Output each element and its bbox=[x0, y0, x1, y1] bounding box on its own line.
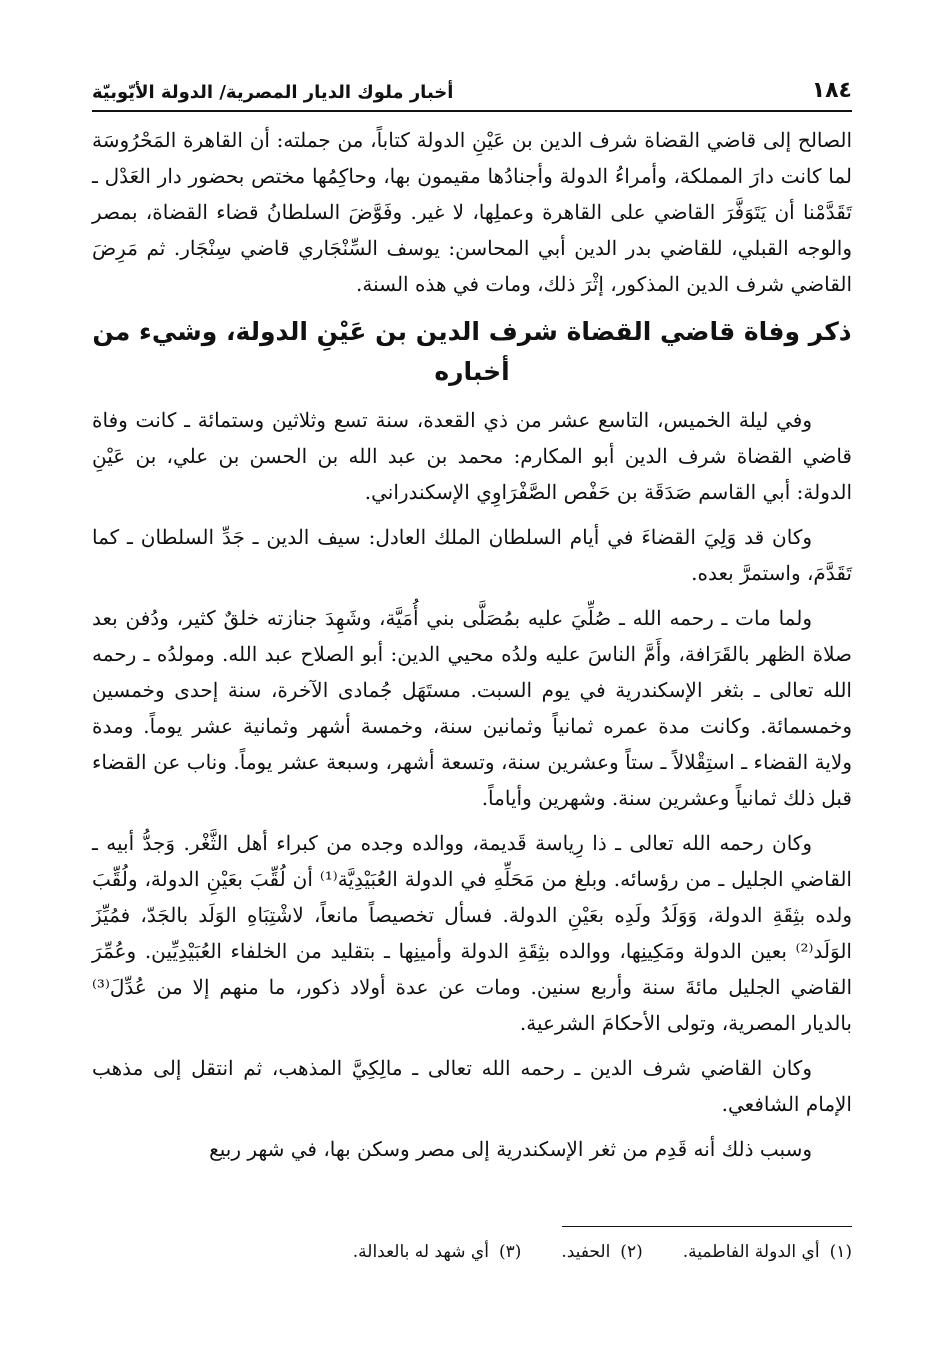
footnote-rule bbox=[562, 1226, 852, 1227]
running-head: أخبار ملوك الديار المصرية/ الدولة الأيّوبيّة bbox=[92, 82, 454, 103]
paragraph: وفي ليلة الخميس، التاسع عشر من ذي القعدة، سنة تسع وثلاثين وستمائة ـ كانت وفاة قاضي القضاة شرف الدين أبو المكارم: محمد بن عبد الله بن الحسن بن علي، بن عَيْنِ الدولة: أبي القاسم صَدَقَة بن حَفْص الصَّفْرَاوِي الإسكندراني. bbox=[92, 408, 852, 504]
paragraph: وكان رحمه الله تعالى ـ ذا رِياسة قَديمة، ووالده وجده من كبراء أهل الثَّغْر. وَجدُّ أبيه ـ القاضي الجليل ـ من رؤسائه. وبلغ من مَحَلِّهِ في الدولة العُبَيْدِيَّة⁽¹⁾ أن لُقِّبَ بعَيْنِ الدولة، ولُقِّبَ ولده بثِقَةِ الدولة، وَوَلَدُ ولَدِه بعَيْنِ الدولة. فسأل تخصيصاً مانعاً، لاشْتِبَاهِ الوَلَد بالجَدّ، فمُيِّزَ الوَلَد⁽²⁾ بعين الدولة ومَكِينِها، ووالده بثِقَةِ الدولة وأمينِها ـ بتقليد من الخلفاء العُبَيْدِيِّين. وعُمِّرَ القاضي الجليل مائةَ سنة وأربع سنين. ومات عن عدة أولاد ذكور، ما منهم إلا من عُدِّلَ⁽³⁾ بالديار المصرية، وتولى الأحكامَ الشرعية. bbox=[92, 831, 852, 1035]
paragraph: وكان قد وَلِيَ القضاءَ في أيام السلطان الملك العادل: سيف الدين ـ جَدِّ السلطان ـ كما تَقَدَّمَ، واستمرَّ بعده. bbox=[92, 525, 852, 585]
footnote-text: الحفيد. bbox=[561, 1242, 611, 1262]
footnote-text: أي الدولة الفاطمية. bbox=[682, 1242, 820, 1262]
footnote-3 bbox=[353, 1238, 522, 1266]
page-number: ١٨٤ bbox=[811, 78, 852, 103]
page-header bbox=[92, 62, 852, 102]
footnote-1 bbox=[683, 1238, 852, 1266]
paragraph: الصالح إلى قاضي القضاة شرف الدين بن عَيْنِ الدولة كتاباً، من جملته: أن القاهرة المَحْرُوسَة لما كانت دارَ المملكة، وأمراءُ الدولة وأجنادُها مقيمون بها، وحاكِمُها مختص بحضور دار العَدْل ـ تَقَدَّمْنا أن يَتَوَفَّرَ القاضي على القاهرة وعملِها، لا غير. وفَوَّضَ السلطانُ قضاء القضاة، بمصر والوجه القبلي، للقاضي بدر الدين أبي المحاسن: يوسف السِّنْجَاري قاضي سِنْجَار. ثم مَرِضَ القاضي شرف الدين المذكور، إثْرَ ذلك، ومات في هذه السنة. bbox=[92, 128, 852, 296]
footnote-mark: (٣) bbox=[498, 1242, 522, 1262]
header-rule bbox=[92, 110, 852, 112]
footnote-mark: (٢) bbox=[620, 1242, 643, 1262]
footnote-mark: (١) bbox=[829, 1242, 852, 1262]
paragraph: ولما مات ـ رحمه الله ـ صُلِّيَ عليه بمُصَلَّى بني أُمَيَّة، وشَهِدَ جنازته خلقٌ كثير، ودُفن بعد صلاة الظهر بالقَرَافة، وأَمَّ الناسَ عليه ولدُه محيي الدين: أبو الصلاح عبد الله. ومولدُه ـ رحمه الله تعالى ـ بثغر الإسكندرية في يوم السبت. مستَهَل جُمادى الآخرة، سنة إحدى وخمسين وخمسمائة. وكانت مدة عمره ثمانياً وثمانين سنة، وخمسة أشهر وثمانية عشر يوماً. ومدة ولاية القضاء ـ استِقْلالاً ـ ستاً وعشرين سنة، وتسعة أشهر، وسبعة عشر يوماً. وناب عن القضاء قبل ذلك ثمانياً وعشرين سنة. وشهرين وأياماً. bbox=[92, 606, 852, 810]
paragraph: وسبب ذلك أنه قَدِم من ثغر الإسكندرية إلى مصر وسكن بها، في شهر ربيع bbox=[209, 1137, 812, 1161]
paragraph: وكان القاضي شرف الدين ـ رحمه الله تعالى ـ مالِكِيَّ المذهب، ثم انتقل إلى مذهب الإمام الشافعي. bbox=[92, 1056, 852, 1116]
section-title: ذكر وفاة قاضي القضاة شرف الدين بن عَيْنِ الدولة، وشيء من أخباره bbox=[92, 317, 852, 386]
footnote-text: أي شهد له بالعدالة. bbox=[352, 1242, 489, 1262]
book-page bbox=[92, 62, 852, 1342]
footnote-2 bbox=[561, 1238, 642, 1266]
footnotes bbox=[92, 1238, 852, 1266]
main-text bbox=[92, 122, 852, 1167]
